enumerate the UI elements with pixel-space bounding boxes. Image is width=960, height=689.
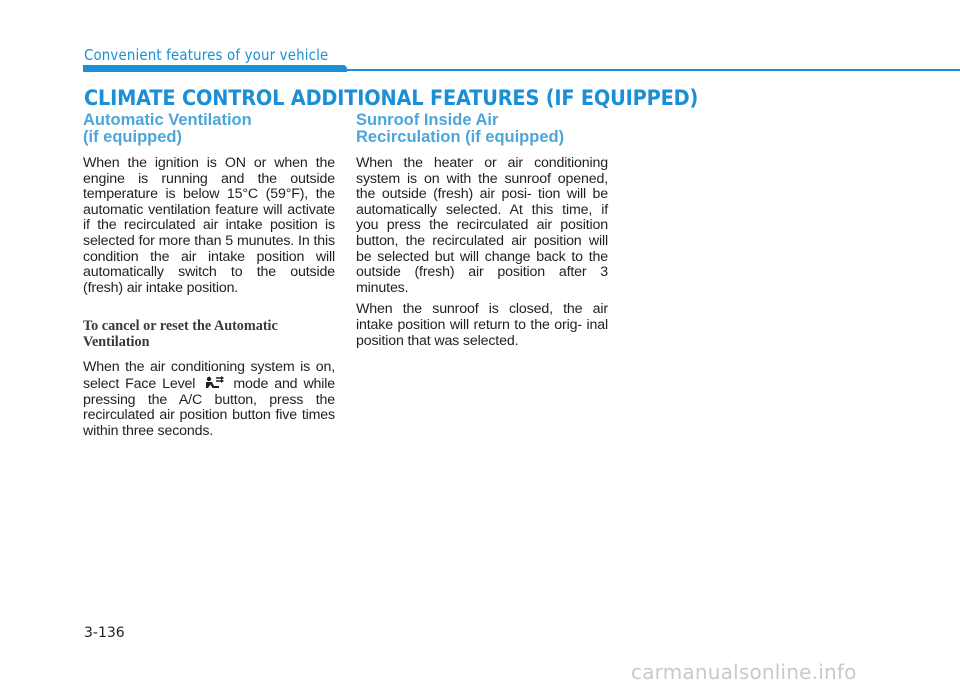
text-line: munutes. In this condition the air (83, 232, 335, 265)
heading-line: Sunroof Inside Air (356, 111, 499, 129)
left-column (83, 112, 335, 445)
page-title: CLIMATE CONTROL ADDITIONAL FEATURES (IF EQUIPPED) (84, 86, 699, 110)
text-line: air position will be selected but will (356, 232, 608, 265)
text-line: system is on with the sunroof (356, 170, 551, 187)
heading-line: Recirculation (if equipped) (356, 128, 565, 146)
face-level-vent-icon (203, 376, 225, 391)
text-line: intake position will automatically (83, 248, 335, 281)
text-line: mode and (233, 375, 298, 392)
text-line: When the sunroof is closed, the air (356, 301, 608, 318)
text-line: air position button, the recirculated (356, 217, 608, 249)
cancel-reset-paragraph (83, 360, 335, 439)
text-line: five times within three seconds. (83, 407, 335, 439)
text-line: tion will be automatically selected. At (356, 186, 608, 218)
subheading-line: Ventilation (83, 334, 150, 351)
header-rule (347, 69, 960, 71)
text-line: on, select Face Level (83, 359, 336, 392)
text-line: the recirculated air position button (83, 391, 335, 424)
section-header: Convenient features of your vehicle (84, 46, 329, 64)
right-column (356, 112, 608, 355)
text-line: inal position that was selected. (356, 316, 608, 349)
text-line: temperature is below 15°C (59°F), (83, 186, 309, 203)
text-line: this time, if you press the recirculated (356, 201, 608, 234)
sunroof-recirculation-heading (356, 112, 608, 146)
text-line: When the heater or air conditioning (356, 155, 608, 171)
watermark: carmanualsonline.info (631, 660, 857, 684)
text-line: intake position will return to the orig- (356, 316, 582, 333)
heading-line: Automatic Ventilation (83, 111, 252, 129)
text-line: position after 3 minutes. (356, 264, 608, 296)
text-line: When the ignition is ON or when the (83, 155, 335, 171)
text-line: opened, the outside (fresh) air posi- (356, 170, 609, 203)
text-line: engine is running and the outside (83, 170, 335, 187)
heading-line: (if equipped) (83, 128, 182, 146)
automatic-ventilation-paragraph (83, 156, 335, 296)
page-number: 3-136 (84, 625, 125, 641)
automatic-ventilation-heading (83, 112, 335, 146)
cancel-reset-subheading (83, 318, 335, 350)
sunroof-open-paragraph (356, 156, 608, 296)
subheading-line: To cancel or reset the Automatic (83, 318, 278, 335)
header-tab-bar (83, 65, 347, 72)
sunroof-closed-paragraph (356, 302, 608, 349)
text-line: the automatic ventilation feature will (83, 186, 335, 218)
text-line: while pressing the A/C button, press (83, 375, 336, 408)
text-line: When the air conditioning system is (83, 359, 311, 376)
text-line: activate if the recirculated air intake (83, 201, 335, 234)
text-line: intake position. (142, 279, 239, 296)
text-line: switch to the outside (fresh) air (83, 264, 335, 296)
text-line: position is selected for more than 5 (83, 217, 336, 249)
text-line: change back to the outside (fresh) air (356, 248, 608, 281)
